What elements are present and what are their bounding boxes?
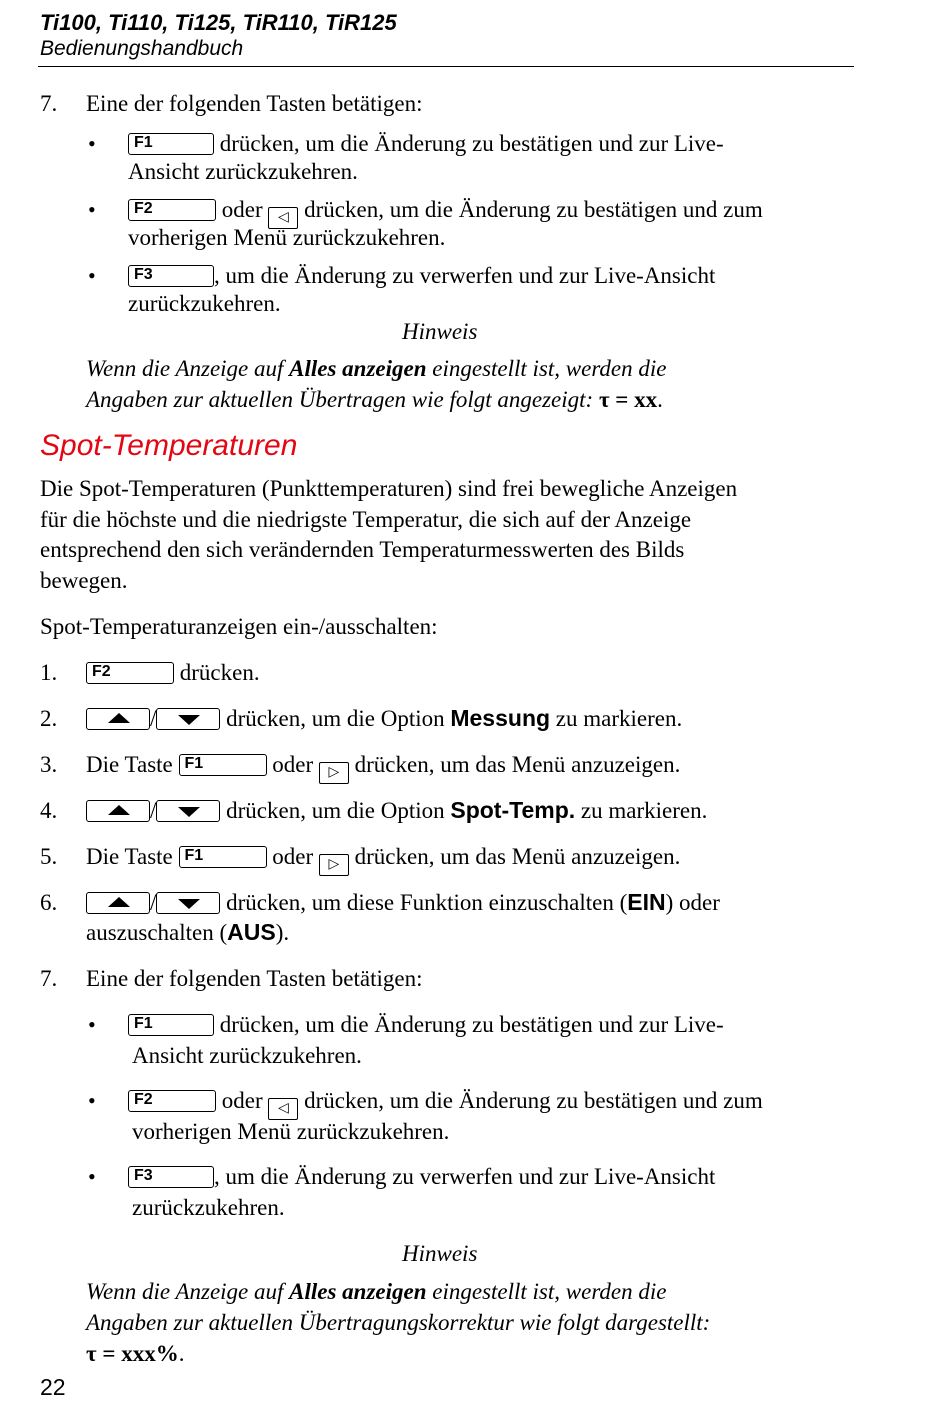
step-text: Eine der folgenden Tasten betätigen: [86,91,423,116]
paragraph-line: entsprechend den sich verändernden Temperaturmesswerten des Bilds [40,537,685,562]
forward-button-icon: ▷ [319,854,349,876]
f2-key: F2 [128,199,216,221]
back-button-icon: ◁ [268,1098,298,1120]
step-text: / drücken, um diese Funktion einzuschalten (EIN) oder [86,887,720,918]
f1-key: F1 [179,846,267,868]
paragraph-line: Die Spot-Temperaturen (Punkttemperaturen) sind frei bewegliche Anzeigen [40,476,738,501]
manual-subtitle: Bedienungshandbuch [40,37,244,60]
step-text: Die Taste F1 oder ▷ drücken, um das Menü anzuzeigen. [86,841,680,876]
step-text: / drücken, um die Option Spot-Temp. zu markieren. [86,795,707,826]
list-item: F2 oder ◁ drücken, um die Änderung zu bestätigen und zum [128,1085,763,1120]
section-heading: Spot-Temperaturen [40,429,298,462]
step-number: 5. [40,844,58,869]
list-item-cont: Ansicht zurückzukehren. [128,159,358,184]
bullet: • [88,131,96,156]
bullet: • [88,263,96,288]
back-button-icon: ◁ [268,207,298,229]
list-item-cont: Ansicht zurückzukehren. [132,1043,362,1068]
paragraph-line: für die höchste und die niedrigste Temperatur, die sich auf der Anzeige [40,507,692,532]
up-arrow-key [86,708,150,730]
step-text-cont: auszuschalten (AUS). [86,919,290,945]
running-header [40,10,397,61]
step-number: 7. [40,91,58,116]
list-item-cont: vorherigen Menü zurückzukehren. [132,1119,450,1144]
f1-key: F1 [128,133,214,155]
f3-key: F3 [128,1166,214,1188]
list-item: F1 drücken, um die Änderung zu bestätigen und zur Live- [128,1009,724,1040]
down-arrow-key [156,892,220,914]
note-text: Angaben zur aktuellen Übertragungskorrektur wie folgt dargestellt: [86,1310,711,1335]
step-number: 7. [40,966,58,991]
step-number: 2. [40,706,58,731]
step-number: 3. [40,752,58,777]
bullet: • [88,1164,96,1189]
step-text: Die Taste F1 oder ▷ drücken, um das Menü anzuzeigen. [86,749,680,784]
note-text: Wenn die Anzeige auf Alles anzeigen eingestellt ist, werden die [86,356,667,381]
note-text: Wenn die Anzeige auf Alles anzeigen eingestellt ist, werden die [86,1279,667,1304]
page-number: 22 [40,1374,66,1400]
paragraph-line: bewegen. [40,568,128,593]
note-text: Angaben zur aktuellen Übertragen wie folgt angezeigt: τ = xx. [86,387,663,412]
bullet: • [88,1012,96,1037]
note-title: Hinweis [402,1241,478,1266]
list-item: F3 , um die Änderung zu verwerfen und zur Live-Ansicht [128,1161,715,1192]
f1-key: F1 [128,1014,214,1036]
up-arrow-key [86,892,150,914]
step-number: 4. [40,798,58,823]
f2-key: F2 [128,1090,216,1112]
note-title: Hinweis [402,319,478,344]
f1-key: F1 [179,754,267,776]
list-item-cont: zurückzukehren. [128,291,281,316]
f3-key: F3 [128,265,214,287]
list-item: F1 drücken, um die Änderung zu bestätigen und zur Live- [128,128,724,159]
step-text: F2 drücken. [86,657,260,688]
list-item: F3 , um die Änderung zu verwerfen und zur Live-Ansicht [128,260,715,291]
step-number: 1. [40,660,58,685]
down-arrow-key [156,708,220,730]
down-arrow-key [156,800,220,822]
header-rule [38,66,854,67]
list-item-cont: vorherigen Menü zurückzukehren. [128,225,446,250]
f2-key: F2 [86,662,174,684]
list-item: F2 oder ◁ drücken, um die Änderung zu bestätigen und zum [128,194,763,229]
step-text: Eine der folgenden Tasten betätigen: [86,966,423,991]
procedure-intro: Spot-Temperaturanzeigen ein-/ausschalten: [40,614,438,639]
bullet: • [88,1088,96,1113]
manual-title: Ti100, Ti110, Ti125, TiR110, TiR125 [40,10,397,35]
list-item-cont: zurückzukehren. [132,1195,285,1220]
up-arrow-key [86,800,150,822]
forward-button-icon: ▷ [319,762,349,784]
note-text: τ = xxx%. [86,1341,185,1366]
step-number: 6. [40,890,58,915]
bullet: • [88,197,96,222]
step-text: / drücken, um die Option Messung zu markieren. [86,703,682,734]
